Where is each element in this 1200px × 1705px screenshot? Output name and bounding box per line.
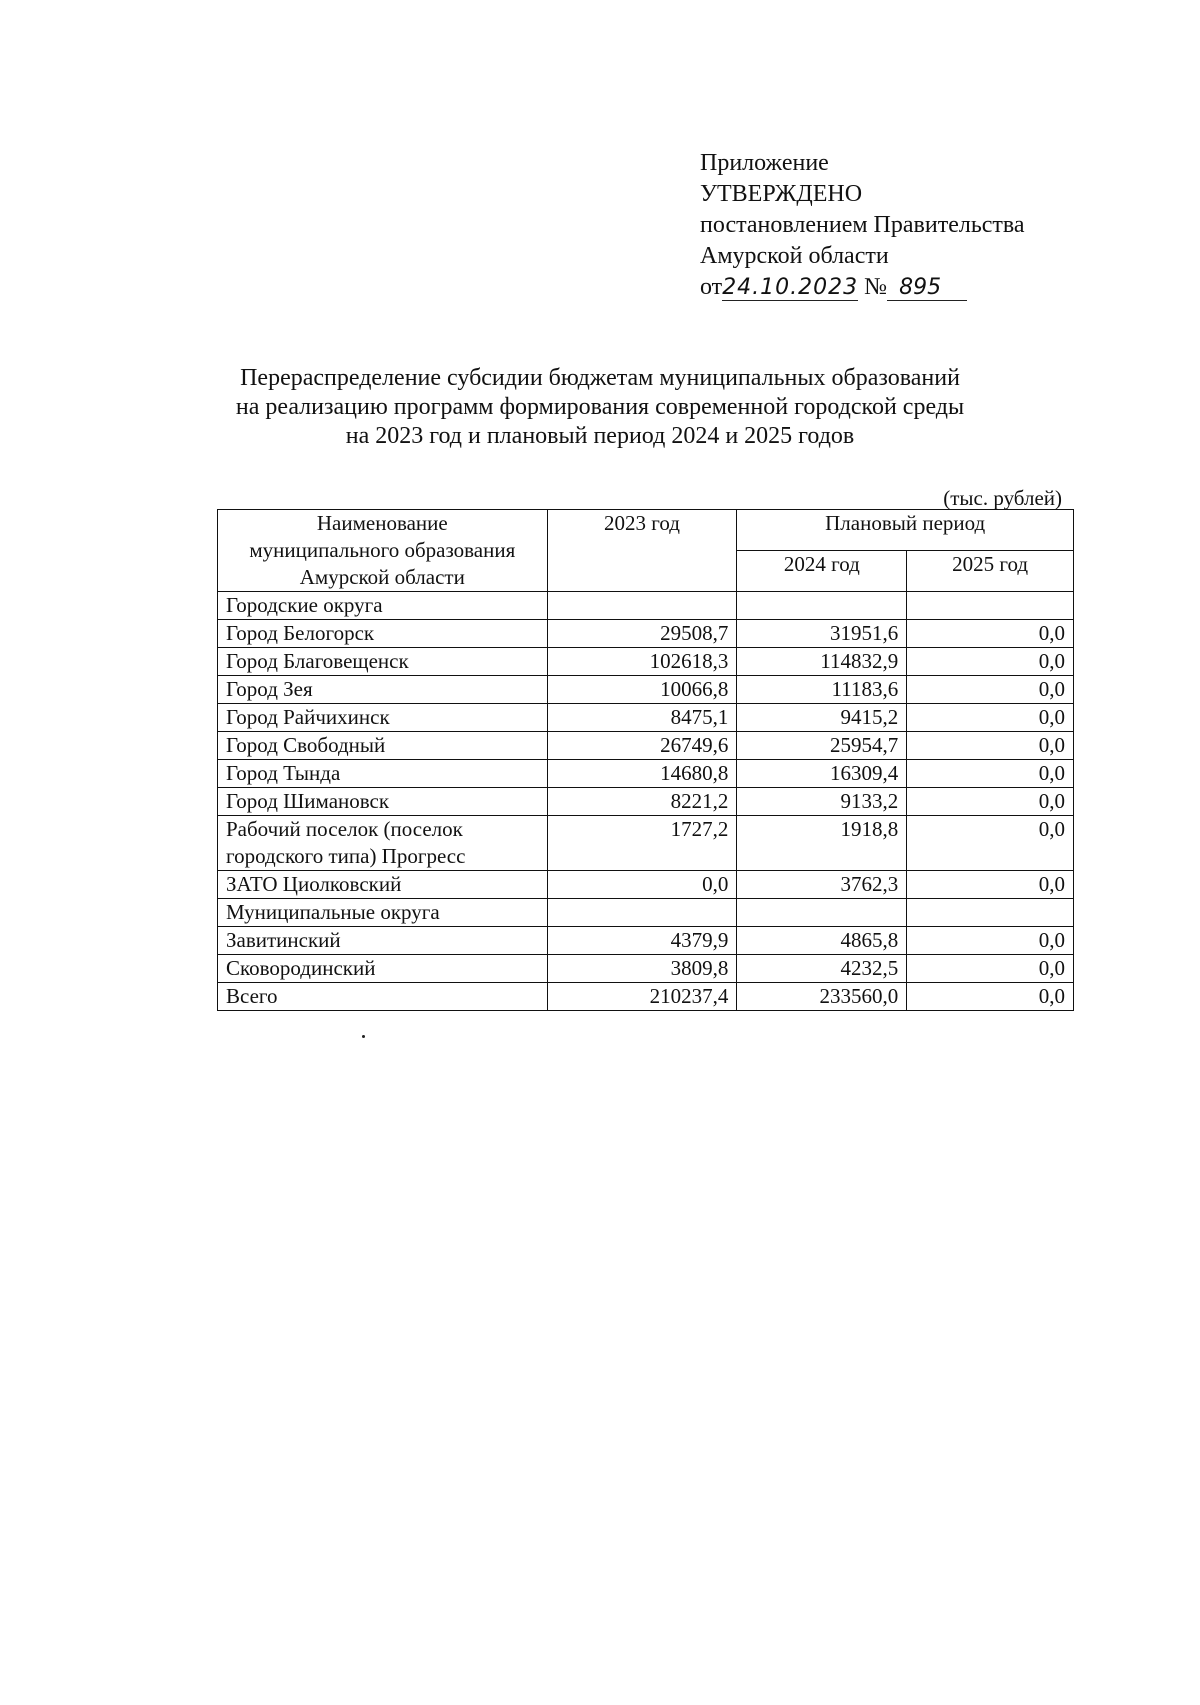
approval-region: Амурской области xyxy=(700,243,889,269)
cell-v2025: 0,0 xyxy=(907,955,1074,983)
cell-v2025: 0,0 xyxy=(907,983,1074,1011)
approval-block xyxy=(700,148,1025,303)
cell-v2025: 0,0 xyxy=(907,704,1074,732)
document-title xyxy=(150,364,1050,451)
cell-v2024: 4232,5 xyxy=(737,955,907,983)
cell-v2025: 0,0 xyxy=(907,620,1074,648)
cell-v2023: 10066,8 xyxy=(547,676,737,704)
cell-v2024: 1918,8 xyxy=(737,816,907,871)
header-name-line: Наименование xyxy=(316,511,448,535)
cell-v2024: 31951,6 xyxy=(737,620,907,648)
cell-name xyxy=(218,676,548,704)
approval-resolution: постановлением Правительства xyxy=(700,212,1025,238)
table-header-row xyxy=(218,510,1074,551)
title-line-1: Перераспределение субсидии бюджетам муниципальных образований xyxy=(240,365,960,391)
cell-v2024: 11183,6 xyxy=(737,676,907,704)
cell-name xyxy=(218,955,548,983)
table-row xyxy=(218,648,1074,676)
cell-v2023: 8475,1 xyxy=(547,704,737,732)
cell-name-line: Завитинский xyxy=(226,928,341,952)
cell-v2025 xyxy=(907,899,1074,927)
header-2025: 2025 год xyxy=(907,551,1074,592)
cell-v2023: 26749,6 xyxy=(547,732,737,760)
cell-v2023: 14680,8 xyxy=(547,760,737,788)
subsidy-table-body xyxy=(218,510,1074,1011)
cell-name xyxy=(218,927,548,955)
title-line-3: на 2023 год и плановый период 2024 и 2025 годов xyxy=(345,423,855,449)
title-line-2: на реализацию программ формирования современной городской среды xyxy=(235,394,965,420)
cell-name-line: Город Шимановск xyxy=(226,789,390,813)
table-row xyxy=(218,760,1074,788)
cell-name-line: Город Свободный xyxy=(226,733,386,757)
cell-v2024: 3762,3 xyxy=(737,871,907,899)
cell-name xyxy=(218,816,548,871)
units-label: (тыс. рублей) xyxy=(943,486,1062,510)
table-row xyxy=(218,899,1074,927)
cell-name-line: Город Благовещенск xyxy=(226,649,409,673)
handwritten-number: 895 xyxy=(887,276,967,301)
cell-name-line: городского типа) Прогресс xyxy=(226,844,466,868)
table-row xyxy=(218,816,1074,871)
cell-name xyxy=(218,760,548,788)
cell-name xyxy=(218,592,548,620)
cell-v2025: 0,0 xyxy=(907,816,1074,871)
cell-v2023 xyxy=(547,592,737,620)
subsidy-table xyxy=(217,509,1074,1011)
cell-v2024: 9415,2 xyxy=(737,704,907,732)
handwritten-date: 24.10.2023 xyxy=(722,275,859,300)
cell-v2024: 114832,9 xyxy=(737,648,907,676)
cell-name-line: Город Райчихинск xyxy=(226,705,390,729)
cell-name-line: Муниципальные округа xyxy=(226,900,440,924)
header-name-line: Амурской области xyxy=(299,565,465,589)
stray-dot xyxy=(362,1035,365,1038)
cell-v2024 xyxy=(737,899,907,927)
cell-v2024: 25954,7 xyxy=(737,732,907,760)
table-row xyxy=(218,732,1074,760)
cell-v2025: 0,0 xyxy=(907,927,1074,955)
cell-v2024: 16309,4 xyxy=(737,760,907,788)
cell-name-line: Городские округа xyxy=(226,593,383,617)
table-row xyxy=(218,592,1074,620)
cell-name xyxy=(218,704,548,732)
cell-v2024: 4865,8 xyxy=(737,927,907,955)
cell-v2023: 3809,8 xyxy=(547,955,737,983)
cell-v2024 xyxy=(737,592,907,620)
header-2023: 2023 год xyxy=(547,510,737,592)
cell-name xyxy=(218,732,548,760)
table-row xyxy=(218,871,1074,899)
cell-v2025: 0,0 xyxy=(907,732,1074,760)
approval-approved: УТВЕРЖДЕНО xyxy=(700,181,863,207)
cell-v2023 xyxy=(547,899,737,927)
cell-name xyxy=(218,899,548,927)
cell-v2023: 4379,9 xyxy=(547,927,737,955)
cell-name-line: Город Тында xyxy=(226,761,341,785)
cell-v2023: 210237,4 xyxy=(547,983,737,1011)
cell-name-line: Город Белогорск xyxy=(226,621,375,645)
table-row xyxy=(218,927,1074,955)
cell-v2023: 102618,3 xyxy=(547,648,737,676)
cell-v2024: 9133,2 xyxy=(737,788,907,816)
cell-name-line: Город Зея xyxy=(226,677,313,701)
table-row xyxy=(218,676,1074,704)
cell-v2025: 0,0 xyxy=(907,648,1074,676)
approval-date-line xyxy=(700,272,1025,303)
cell-name xyxy=(218,648,548,676)
cell-name-line: Сковородинский xyxy=(226,956,376,980)
header-2024: 2024 год xyxy=(737,551,907,592)
table-row xyxy=(218,983,1074,1011)
cell-v2025: 0,0 xyxy=(907,676,1074,704)
table-row xyxy=(218,788,1074,816)
cell-name xyxy=(218,871,548,899)
cell-name-line: ЗАТО Циолковский xyxy=(226,872,402,896)
cell-v2025 xyxy=(907,592,1074,620)
header-name-line: муниципального образования xyxy=(249,538,516,562)
cell-name xyxy=(218,788,548,816)
cell-v2023: 1727,2 xyxy=(547,816,737,871)
cell-v2023: 8221,2 xyxy=(547,788,737,816)
approval-appendix: Приложение xyxy=(700,150,829,176)
table-row xyxy=(218,620,1074,648)
cell-name-line: Рабочий поселок (поселок xyxy=(226,817,463,841)
table-row xyxy=(218,955,1074,983)
date-prefix: от xyxy=(700,274,723,300)
cell-v2025: 0,0 xyxy=(907,760,1074,788)
cell-v2023: 29508,7 xyxy=(547,620,737,648)
cell-v2024: 233560,0 xyxy=(737,983,907,1011)
table-row xyxy=(218,704,1074,732)
number-prefix: № xyxy=(864,274,888,300)
cell-v2023: 0,0 xyxy=(547,871,737,899)
cell-name xyxy=(218,620,548,648)
cell-v2025: 0,0 xyxy=(907,871,1074,899)
header-name xyxy=(218,510,548,592)
cell-name xyxy=(218,983,548,1011)
cell-v2025: 0,0 xyxy=(907,788,1074,816)
header-plan-period: Плановый период xyxy=(737,510,1074,551)
cell-name-line: Всего xyxy=(226,984,278,1008)
